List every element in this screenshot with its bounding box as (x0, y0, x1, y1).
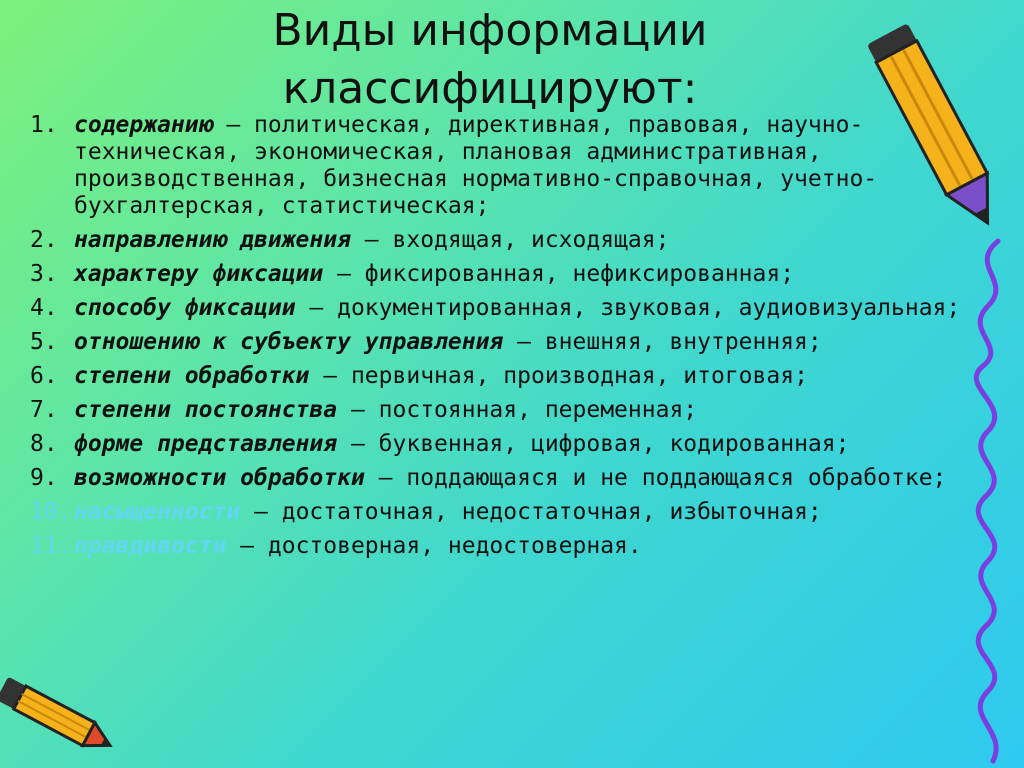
item-number: 9. (30, 465, 58, 491)
title-line-1: Виды информации (272, 5, 708, 56)
item-dash: — (337, 431, 379, 457)
item-text: достаточная, недостаточная, избыточная; (281, 499, 822, 525)
item-criterion: насыщенности (74, 499, 241, 525)
item-text: документированная, звуковая, аудиовизуальная; (337, 295, 961, 321)
item-number: 11. (30, 533, 72, 559)
item-body (74, 363, 808, 390)
pencil-icon (860, 4, 1010, 244)
list-item (30, 431, 1000, 458)
list-item (30, 499, 1000, 526)
item-dash: — (240, 499, 282, 525)
item-body (74, 227, 669, 254)
list-item (30, 227, 1000, 254)
item-criterion: содержанию (74, 112, 213, 138)
item-body (74, 397, 697, 424)
list-item (30, 465, 1000, 492)
item-dash: — (323, 261, 365, 287)
item-number: 5. (30, 329, 58, 355)
list-item (30, 363, 1000, 390)
item-body (74, 533, 642, 560)
list-item (30, 533, 1000, 560)
item-criterion: способу фиксации (74, 295, 296, 321)
item-text: достоверная, недостоверная. (267, 533, 642, 559)
item-number: 7. (30, 397, 58, 423)
item-dash: — (364, 465, 407, 491)
item-number: 4. (30, 295, 58, 321)
item-body (74, 431, 849, 458)
title-line-2: классифицируют: (282, 63, 698, 114)
list-item (30, 261, 1000, 288)
item-criterion: отношению к субъекту управления (74, 329, 504, 355)
item-criterion: правдивости (74, 533, 227, 559)
item-text: поддающаяся и не поддающаяся обработке; (406, 465, 947, 491)
item-dash: — (337, 397, 379, 423)
item-criterion: степени постоянства (74, 397, 338, 423)
item-body (74, 295, 960, 322)
item-body (74, 465, 946, 492)
item-text: буквенная, цифровая, кодированная; (378, 431, 850, 457)
item-number: 2. (30, 227, 58, 253)
item-text: политическая, директивная, правовая, научно-техническая, экономическая, плановая административная, производственная, бизнесная нормативно-справочная, учетно-бухгалтерская, статистическая; (74, 112, 878, 219)
squiggle-line (958, 236, 1018, 766)
item-criterion: форме представления (74, 431, 338, 457)
item-criterion: характеру фиксации (74, 261, 324, 287)
item-criterion: степени обработки (74, 363, 310, 389)
item-dash: — (226, 533, 268, 559)
item-text: постоянная, переменная; (378, 397, 698, 423)
pencil-icon (0, 672, 120, 768)
item-body (74, 499, 822, 526)
item-dash: — (212, 112, 255, 138)
item-criterion: возможности обработки (74, 465, 365, 491)
item-number: 10. (30, 499, 72, 525)
item-dash: — (295, 295, 338, 321)
list-item (30, 112, 1000, 220)
classification-list (30, 112, 1000, 567)
item-dash: — (503, 329, 545, 355)
item-dash: — (350, 227, 393, 253)
slide-title (180, 2, 800, 118)
item-body (74, 329, 822, 356)
item-text: входящая, исходящая; (392, 227, 670, 253)
item-criterion: направлению движения (74, 227, 351, 253)
list-item (30, 329, 1000, 356)
item-text: первичная, производная, итоговая; (350, 363, 808, 389)
item-number: 3. (30, 261, 58, 287)
item-text: внешняя, внутренняя; (544, 329, 822, 355)
item-number: 1. (30, 112, 58, 138)
item-dash: — (309, 363, 351, 389)
item-text: фиксированная, нефиксированная; (364, 261, 795, 287)
list-item (30, 397, 1000, 424)
item-number: 6. (30, 363, 58, 389)
item-body (74, 261, 794, 288)
list-item (30, 295, 1000, 322)
item-number: 8. (30, 431, 58, 457)
